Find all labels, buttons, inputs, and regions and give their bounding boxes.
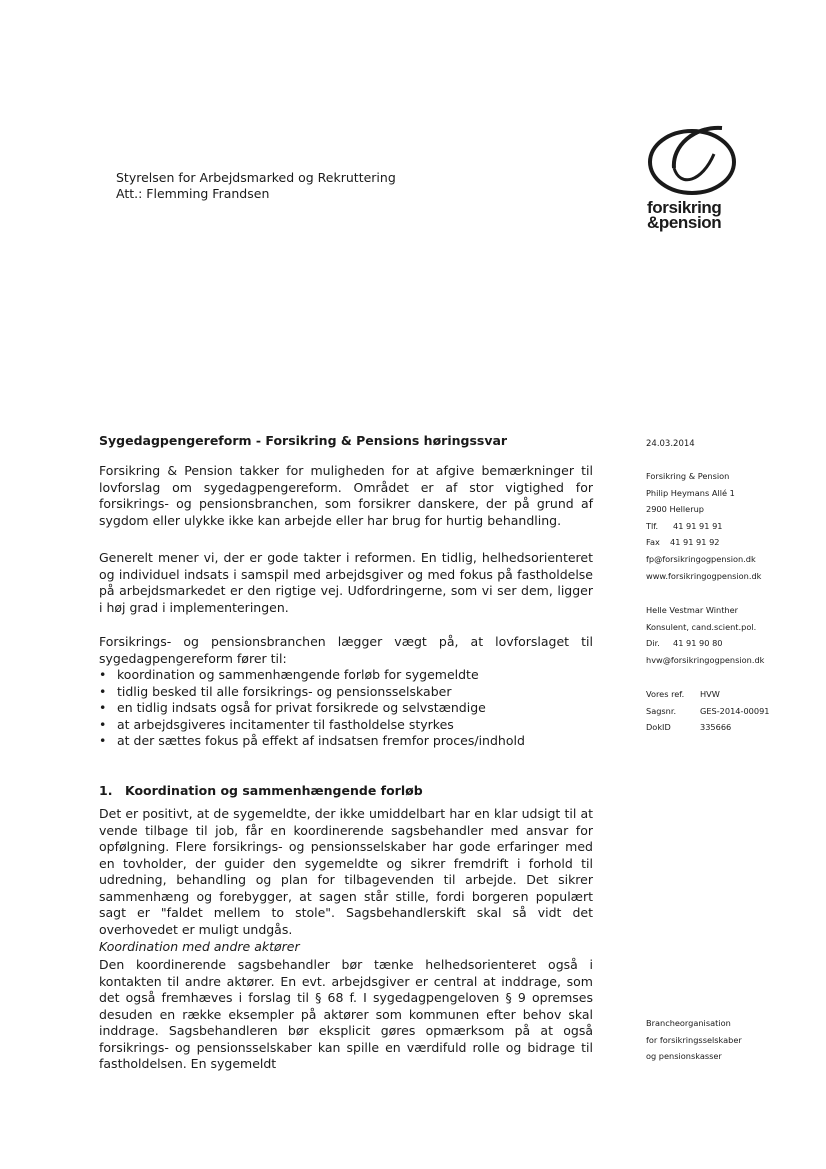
- footer-line: og pensionskasser: [646, 1051, 722, 1062]
- contact-title: Konsulent, cand.scient.pol.: [646, 621, 757, 632]
- list-item: • koordination og sammenhængende forløb for sygemeldte: [99, 667, 479, 682]
- list-item: • at der sættes fokus på effekt af indsatsen fremfor proces/indhold: [99, 733, 525, 748]
- paragraph-priorities: [99, 634, 593, 750]
- sender-street: Philip Heymans Allé 1: [646, 487, 735, 498]
- bullet-icon: •: [99, 733, 107, 748]
- bullet-icon: •: [99, 700, 107, 715]
- contact-name: Helle Vestmar Winther: [646, 605, 739, 615]
- footer-line: Brancheorganisation: [646, 1018, 731, 1028]
- sender-website[interactable]: www.forsikringogpension.dk: [646, 570, 762, 581]
- logo-text-line1: forsikring: [647, 198, 722, 217]
- case-number: Sagsnr. GES-2014-00091: [646, 705, 770, 716]
- forsikring-pension-logo-icon: [644, 118, 744, 196]
- footer-line: for forsikringsselskaber: [646, 1034, 742, 1045]
- document-id: DokID 335666: [646, 722, 732, 733]
- logo-text-line2: &pension: [647, 213, 722, 232]
- letter-date: 24.03.2014: [646, 439, 695, 449]
- contact-person: [646, 602, 806, 668]
- list-item: • en tidlig indsats også for privat forsikrede og selvstændige: [99, 700, 486, 715]
- list-item: • tidlig besked til alle forsikrings- og pensionsselskaber: [99, 683, 452, 699]
- organisation-footer: [646, 1015, 806, 1065]
- section-title: Koordination og sammenhængende forløb: [125, 783, 423, 798]
- bullet-icon: •: [99, 667, 107, 682]
- sender-org: Forsikring & Pension: [646, 471, 730, 481]
- priorities-list: [99, 667, 593, 750]
- subheading: Koordination med andre aktører: [99, 939, 300, 954]
- paragraph-coordination: Det er positivt, at de sygemeldte, der ikke umiddelbart har en klar udsigt til at vende tilbage til job, får en koordinerende sagsbehandler med ansvar for opfølgning. Flere forsikrings- og pensionsselskaber har gode erfaringer med en tovholder, der guider den sygemeldte og sikrer fremdrift i forhold til udredning, behandling og plan for tilbagevenden til arbejde. Det sikrer sammenhæng og forebygger, at sagen står stille, fordi borgeren populært sagt er "faldet mellem to stole". Sagsbehandlerskift skal så vidt det overhovedet er muligt undgås.: [99, 806, 593, 937]
- company-logo: [644, 118, 754, 230]
- recipient-attention: Att.: Flemming Frandsen: [116, 186, 270, 201]
- our-reference: Vores ref. HVW: [646, 689, 720, 699]
- sender-city: 2900 Hellerup: [646, 504, 704, 515]
- sender-fax: Fax 41 91 91 92: [646, 537, 720, 548]
- section-number: 1.: [99, 783, 113, 798]
- recipient-name: Styrelsen for Arbejdsmarked og Rekruttering: [116, 170, 396, 185]
- list-item: • at arbejdsgiveres incitamenter til fastholdelse styrkes: [99, 716, 454, 732]
- contact-direct-phone: Dir. 41 91 90 80: [646, 638, 723, 649]
- recipient-address: [116, 170, 396, 202]
- paragraph-intro: Forsikring & Pension takker for muligheden for at afgive bemærkninger til lovforslag om sygedagpengereform. Området er af stor vigtighed for forsikrings- og pensionsbranchen, som forsikrer danskere, der på grund af sygdom eller ulykke ikke kan arbejde eller har brug for hurtig behandling.: [99, 463, 593, 528]
- priorities-intro: Forsikrings- og pensionsbranchen lægger vægt på, at lovforslaget til sygedagpengereform fører til:: [99, 634, 593, 666]
- sender-contact: [646, 468, 806, 584]
- paragraph-other-actors: Den koordinerende sagsbehandler bør tænke helhedsorienteret også i kontakten til andre aktører. En evt. arbejdsgiver er central at inddrage, som det også fremhæves i forslag til § 68 f. I sygedagpengeloven § 9 opremses desuden en række eksempler på aktører som kommunen efter behov skal inddrage. Sagsbehandleren bør eksplicit gøres opmærksom på at også forsikrings- og pensionsselskaber kan spille en værdifuld rolle og bidrage til fastholdelsen. En sygemeldt: [99, 957, 593, 1071]
- bullet-icon: •: [99, 683, 107, 699]
- bullet-icon: •: [99, 716, 107, 732]
- contact-email[interactable]: hvw@forsikringogpension.dk: [646, 654, 765, 665]
- reference-info: [646, 686, 806, 736]
- paragraph-general: Generelt mener vi, der er gode takter i reformen. En tidlig, helhedsorienteret og individuel indsats i samspil med arbejdsgiver og med fokus på fastholdelse på arbejdsmarkedet er den rigtige vej. Udfordringerne, som vi ser dem, ligger i høj grad i implementeringen.: [99, 550, 593, 615]
- letter-subject: Sygedagpengereform - Forsikring & Pensions høringssvar: [99, 433, 508, 448]
- section-heading: [99, 783, 593, 800]
- sender-email[interactable]: fp@forsikringogpension.dk: [646, 553, 756, 564]
- sender-phone: Tlf. 41 91 91 91: [646, 520, 723, 531]
